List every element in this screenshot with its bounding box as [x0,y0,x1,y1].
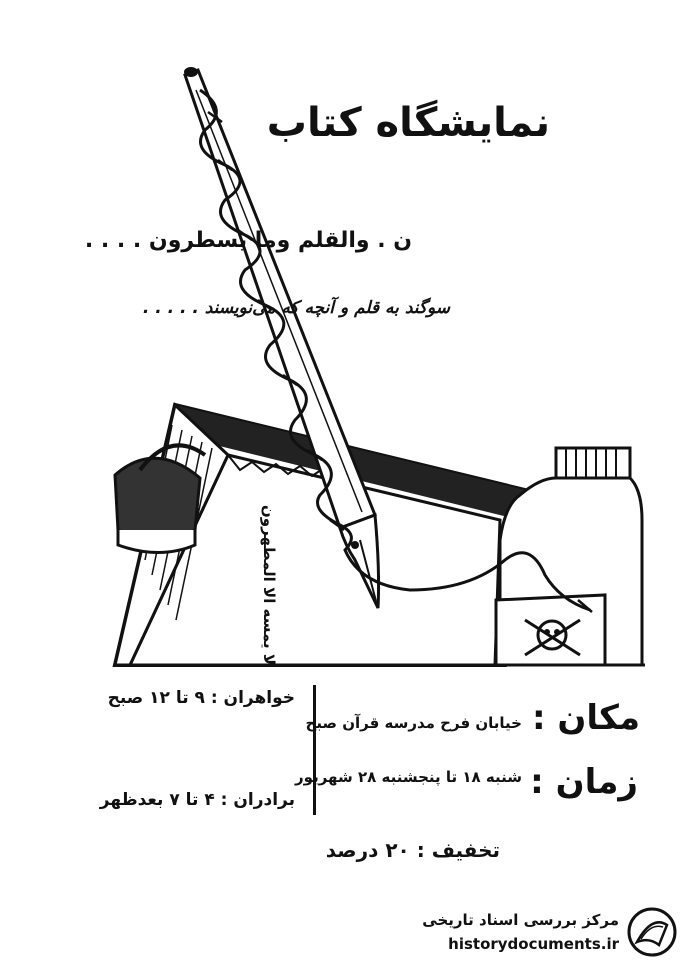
quran-verse: ن . والقلم وما یسطرون . . . . [84,228,412,253]
poster-title: نمایشگاه کتاب [266,100,550,146]
discount-note: تخفیف : ۲۰ درصد [325,838,500,862]
book-inscription: لا یمسه الا المطهرون [260,505,278,665]
time-value: شنبه ۱۸ تا پنجشنبه ۲۸ شهریور [295,768,522,786]
brothers-hours: برادران : ۴ تا ۷ بعدظهر [99,790,295,810]
verse-translation: سوگند به قلم و آنچه که می‌نویسند . . . . . [142,298,450,318]
archive-name: مرکز بررسی اسناد تاریخی [422,911,619,929]
bottle-illustration [496,448,642,665]
place-value: خیابان فرح مدرسه قرآن صبح [305,714,522,732]
place-label: مکان : [531,698,640,738]
archive-url[interactable]: historydocuments.ir [448,935,619,953]
archive-logo-icon [627,907,677,957]
archive-watermark [365,905,685,963]
sisters-hours: خواهران : ۹ تا ۱۲ صبح [107,688,295,708]
info-divider [313,685,316,815]
time-label: زمان : [530,762,638,802]
